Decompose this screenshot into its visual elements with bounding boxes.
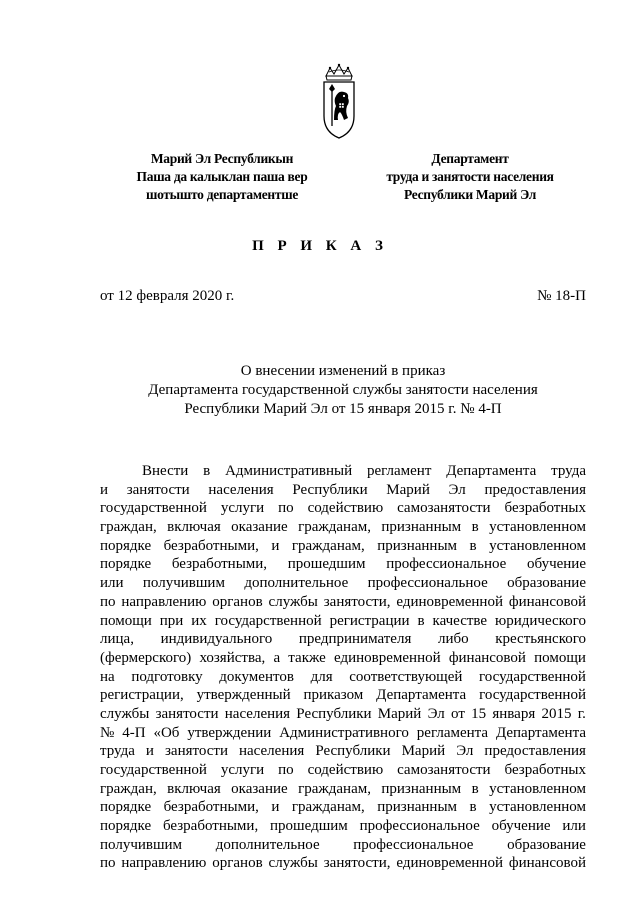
header-left-line: шотышто департаментше [145, 187, 299, 202]
subject-line: Департамента государственной службы занятости населения [148, 382, 538, 398]
body-line [100, 649, 586, 668]
body-word: признанным [377, 537, 458, 554]
body-word: Административного [279, 724, 409, 741]
body-word: документов [219, 668, 294, 685]
header-right-line: Республики Марий Эл [403, 187, 537, 202]
body-word: гражданам, [298, 519, 371, 536]
body-word: оказание [231, 780, 288, 797]
body-word: безработными, [163, 537, 259, 554]
body-word: Департамента [376, 687, 467, 704]
body-word: предоставления [484, 743, 586, 760]
body-line [100, 742, 586, 761]
body-word: финансовой [448, 649, 526, 666]
body-word: граждан, [100, 519, 157, 536]
body-word: Административный [225, 463, 353, 479]
body-word: утверждении [187, 724, 272, 741]
body-word: их [191, 612, 207, 629]
body-word: населения [239, 743, 305, 760]
body-word: государственной [214, 612, 322, 629]
body-word: государственной [100, 762, 207, 778]
body-word: услуги [220, 500, 265, 517]
mari-el-coat-of-arms-icon [320, 62, 358, 140]
body-word: в [471, 780, 479, 797]
body-word: от [451, 705, 465, 722]
body-word: порядке [100, 818, 152, 835]
body-word: самозанятости [397, 500, 491, 517]
body-word: и [271, 537, 280, 554]
body-word: содействию [307, 762, 384, 778]
body-word: безработных [504, 500, 586, 517]
body-word: крестьянского [495, 631, 586, 648]
body-word: порядке [100, 556, 152, 573]
body-word: признанным [381, 519, 462, 536]
body-line [100, 854, 586, 873]
body-word: хозяйства, [199, 649, 266, 666]
body-word: соответствующей [349, 668, 463, 685]
body-word: государственной [479, 687, 586, 704]
body-word: обучение [491, 818, 551, 835]
body-word: предпринимателя [298, 631, 412, 648]
body-word: регламента [416, 724, 489, 741]
body-word: безработными, [163, 799, 259, 816]
body-word: Эл [448, 481, 466, 498]
body-word: лица, [100, 631, 134, 648]
body-word: Эл [427, 705, 445, 722]
document-number: № 18-П [537, 288, 586, 304]
body-word: г. [577, 705, 586, 722]
header-mari-department-name [112, 150, 332, 204]
body-word: января [492, 705, 536, 722]
body-word: профессиональное [353, 836, 474, 853]
body-word: получившим [100, 836, 183, 853]
body-word: (фермерского) [100, 649, 192, 666]
body-word: № [100, 724, 115, 741]
body-word: единовременной [396, 593, 503, 610]
document-subject [100, 362, 586, 419]
body-word: самозанятости [397, 762, 491, 778]
body-line [100, 686, 586, 705]
body-word: по [100, 855, 116, 872]
body-line [100, 630, 586, 649]
body-word: порядке [100, 537, 152, 554]
body-word: предоставления [484, 481, 586, 498]
body-line [100, 612, 586, 631]
body-word: установленном [489, 519, 586, 536]
document-body [100, 462, 586, 873]
body-word: граждан, [100, 780, 157, 797]
body-word: населения [208, 481, 274, 498]
body-line [100, 574, 586, 593]
body-word: направлению [121, 593, 207, 610]
body-word: занятости, [323, 593, 391, 610]
body-word: занятости [164, 743, 228, 760]
body-word: прошедшим [270, 818, 348, 835]
body-line [100, 761, 586, 780]
header-left-line: Марий Эл Республикын [150, 151, 294, 166]
body-line [100, 705, 586, 724]
body-line [100, 555, 586, 574]
body-word: безработных [504, 762, 586, 778]
body-line [100, 462, 586, 481]
body-word: для [310, 668, 333, 685]
body-word: профессиональное [359, 818, 480, 835]
body-word: гражданам, [298, 780, 371, 797]
body-word: регистрации [329, 612, 410, 629]
body-line [100, 593, 586, 612]
body-word: Департамента [446, 463, 537, 479]
body-word: государственной [100, 500, 207, 517]
body-word: безработными, [171, 556, 268, 573]
body-word: прошедшим [287, 556, 366, 573]
body-word: в [471, 519, 479, 536]
document-date: от 12 февраля 2020 г. [100, 288, 235, 304]
body-line [100, 518, 586, 537]
body-word: приказом [303, 687, 364, 704]
body-word: включая [167, 519, 221, 536]
body-word: Эл [456, 743, 474, 760]
body-line [100, 537, 586, 556]
body-word: или [562, 818, 586, 835]
body-word: Марий [401, 743, 446, 760]
body-word: и [100, 481, 109, 498]
header-russian-department-name [358, 150, 582, 204]
body-word: единовременной [396, 855, 503, 872]
body-word: и [145, 743, 154, 760]
body-word: службы [100, 705, 150, 722]
body-word: Марий [377, 705, 422, 722]
body-word: порядке [100, 799, 152, 816]
body-word: «Об [153, 724, 180, 741]
body-word: финансовой [508, 855, 586, 872]
body-word: в [469, 799, 477, 816]
body-word: в [203, 463, 211, 479]
body-word: услуги [220, 762, 265, 778]
body-word: труда [100, 743, 135, 760]
body-word: дополнительное [215, 836, 320, 853]
body-line [100, 836, 586, 855]
body-word: гражданам, [291, 799, 365, 816]
body-word: по [278, 500, 294, 517]
body-word: содействию [307, 500, 384, 517]
body-word: помощи [534, 649, 586, 666]
body-line [100, 817, 586, 836]
body-line [100, 780, 586, 799]
body-word: занятости [126, 481, 190, 498]
body-word: регламент [366, 463, 432, 479]
body-word: профессиональное [367, 575, 488, 592]
body-word: Внести [142, 463, 189, 479]
body-word: Марий [386, 481, 430, 498]
body-word: либо [437, 631, 469, 648]
body-word: и [271, 799, 280, 816]
body-word: обучение [527, 556, 586, 573]
body-line [100, 724, 586, 743]
document-title: П Р И К А З [252, 238, 388, 254]
header-right-line: Департамент [431, 151, 509, 166]
body-word: оказание [231, 519, 288, 536]
body-word: по [278, 762, 294, 778]
body-word: населения [224, 705, 291, 722]
body-word: гражданам, [291, 537, 365, 554]
body-word: установленном [489, 780, 586, 797]
body-word: единовременной [334, 649, 441, 666]
body-word: в [469, 537, 477, 554]
body-word: финансовой [508, 593, 586, 610]
body-word: установленном [489, 537, 586, 554]
subject-line: О внесении изменений в приказ [240, 363, 446, 379]
body-word: образование [507, 575, 586, 592]
header-right-line: труда и занятости населения [386, 169, 554, 184]
body-word: при [159, 612, 184, 629]
body-word: занятости, [323, 855, 391, 872]
body-word: по [100, 593, 116, 610]
body-word: труда [551, 463, 586, 479]
body-word: Республики [292, 481, 368, 498]
body-word: Республики [315, 743, 391, 760]
body-word: государственной [479, 668, 586, 685]
body-word: Республики [296, 705, 372, 722]
body-word: индивидуального [160, 631, 273, 648]
body-word: подготовку [131, 668, 203, 685]
body-word: получившим [142, 575, 225, 592]
body-word: профессиональное [386, 556, 507, 573]
body-line [100, 668, 586, 687]
body-word: 4-П [122, 724, 146, 741]
body-word: службы [268, 855, 318, 872]
subject-line: Республики Марий Эл от 15 января 2015 г. № 4-П [184, 401, 502, 417]
body-word: утвержденный [196, 687, 291, 704]
body-word: 15 [471, 705, 487, 722]
body-word: Департамента [495, 724, 586, 741]
body-line [100, 499, 586, 518]
body-word: или [100, 575, 124, 592]
body-line [100, 481, 586, 500]
header-left-line: Паша да калыклан паша вер [136, 169, 308, 184]
body-word: безработными, [162, 818, 259, 835]
body-word: на [100, 668, 115, 685]
body-word: 2015 [541, 705, 572, 722]
body-word: в [417, 612, 425, 629]
body-word: также [288, 649, 326, 666]
body-word: установленном [489, 799, 586, 816]
body-word: помощи [100, 612, 152, 629]
body-word: занятости [155, 705, 219, 722]
body-word: органов [212, 855, 263, 872]
body-word: а [273, 649, 281, 666]
body-word: юридического [495, 612, 586, 629]
body-word: включая [167, 780, 221, 797]
body-word: признанным [377, 799, 458, 816]
body-word: образование [507, 836, 586, 853]
body-line [100, 798, 586, 817]
body-word: службы [268, 593, 318, 610]
body-word: признанным [381, 780, 462, 797]
body-word: направлению [121, 855, 207, 872]
body-word: органов [212, 593, 263, 610]
body-word: регистрации, [100, 687, 184, 704]
body-word: качестве [432, 612, 488, 629]
body-word: дополнительное [244, 575, 349, 592]
